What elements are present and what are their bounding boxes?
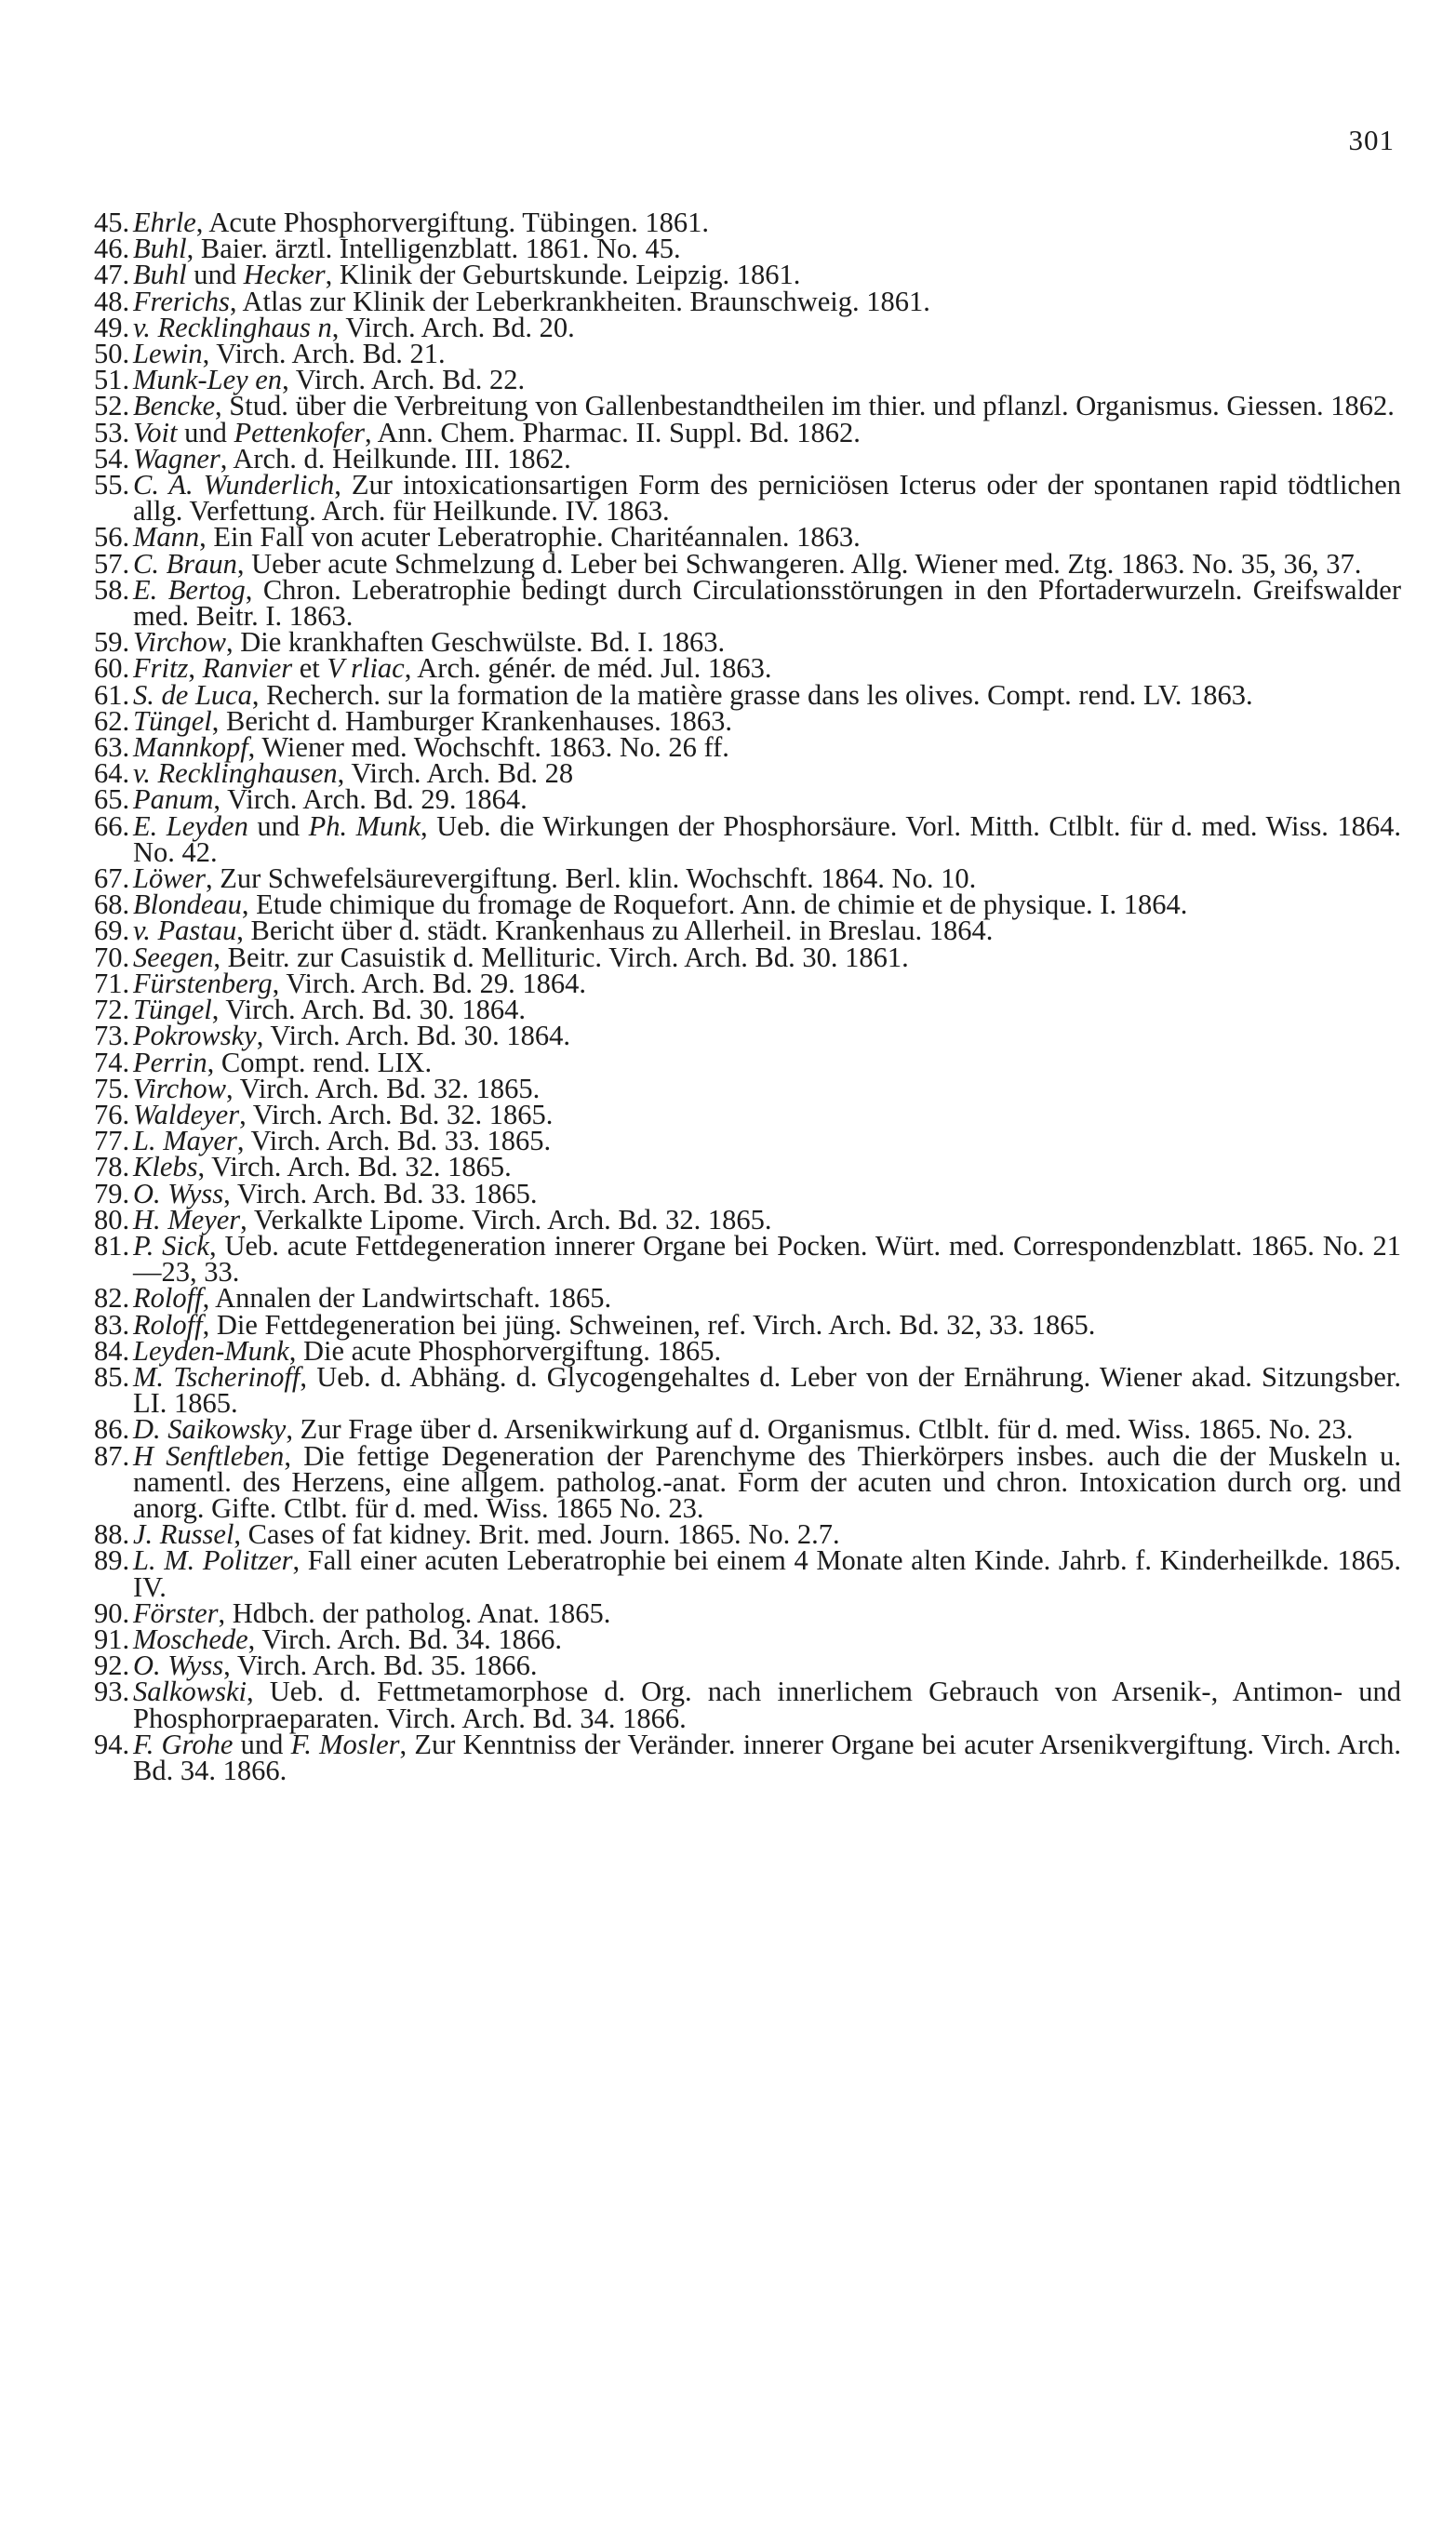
author-name: Pokrowsky [133, 1020, 257, 1052]
reference-number: 57. [94, 547, 130, 580]
reference-entry [94, 1676, 1401, 1734]
reference-number: 91. [94, 1623, 130, 1655]
reference-entry [94, 678, 1401, 711]
citation-text: , Beitr. zur Casuistik d. Mellituric. Virch. Arch. Bd. 30. 1861. [213, 941, 909, 973]
author-name: Virchow [133, 1072, 226, 1104]
reference-text [133, 207, 1401, 238]
reference-number: 88. [94, 1518, 130, 1551]
reference-text [133, 1676, 1401, 1734]
reference-entry [94, 1125, 1401, 1157]
reference-number: 75. [94, 1072, 130, 1104]
reference-text [133, 1518, 1401, 1551]
author-name: Seegen [133, 941, 214, 973]
reference-text [133, 888, 1401, 921]
author-name: Hecker [243, 259, 326, 291]
reference-text [133, 1596, 1401, 1629]
reference-number: 73. [94, 1020, 130, 1052]
author-name: E. Leyden [133, 809, 248, 842]
reference-entry [94, 941, 1401, 973]
reference-entry [94, 626, 1401, 659]
reference-number: 90. [94, 1596, 130, 1629]
reference-number: 59. [94, 626, 130, 659]
reference-number: 68. [94, 888, 130, 921]
author-name: Fürstenberg [133, 967, 273, 999]
reference-entry [94, 1098, 1401, 1130]
reference-entry [94, 1623, 1401, 1655]
reference-number: 49. [94, 311, 130, 343]
citation-text: , [188, 652, 203, 685]
author-name: C. Braun [133, 547, 237, 580]
reference-number: 58. [94, 573, 130, 606]
reference-text [133, 311, 1401, 343]
reference-entry [94, 1360, 1402, 1420]
reference-text [133, 1413, 1401, 1446]
reference-entry [94, 416, 1401, 448]
reference-text [133, 967, 1401, 999]
citation-text: , Hdbch. der patholog. Anat. 1865. [218, 1596, 611, 1629]
reference-text [133, 1282, 1401, 1315]
author-name: V rliac [327, 652, 405, 685]
reference-number: 52. [94, 390, 130, 422]
reference-entry [94, 1020, 1401, 1052]
reference-entry [94, 809, 1401, 868]
author-name: Moschede [133, 1623, 248, 1655]
reference-text [133, 1151, 1401, 1183]
citation-text: , Virch. Arch. Bd. 33. 1865. [236, 1125, 552, 1157]
reference-text [133, 1728, 1402, 1786]
reference-text [133, 1650, 1401, 1682]
reference-number: 48. [94, 285, 130, 317]
author-name: Virchow [133, 626, 226, 659]
reference-number: 62. [94, 704, 130, 737]
reference-list [94, 207, 1402, 1786]
citation-text: , Chron. Leberatrophie bedingt durch Circulationsstörungen in den Pfortaderwurzeln. Greifswalder med. Beitr. I. 1863. [133, 573, 1401, 633]
citation-text: , Virch. Arch. Bd. 33. 1865. [223, 1177, 538, 1209]
reference-text [133, 416, 1401, 448]
reference-entry [94, 652, 1401, 685]
reference-entry [94, 1308, 1401, 1341]
reference-number: 81. [94, 1229, 130, 1262]
author-name: M. Tscherinoff [133, 1360, 301, 1393]
reference-number: 80. [94, 1203, 130, 1236]
reference-number: 54. [94, 442, 130, 474]
reference-text [133, 338, 1401, 370]
citation-text: , Virch. Arch. Bd. 32. 1865. [197, 1151, 512, 1183]
citation-text: , Bericht d. Hamburger Krankenhauses. 1863. [211, 704, 733, 737]
author-name: L. Mayer [133, 1125, 237, 1157]
reference-text [133, 1439, 1401, 1524]
reference-text [133, 1360, 1402, 1420]
reference-number: 67. [94, 862, 130, 895]
reference-entry [94, 285, 1401, 317]
citation-text: , Virch. Arch. Bd. 28 [337, 757, 574, 790]
author-name: Ranvier [202, 652, 293, 685]
citation-text: , Arch. d. Heilkunde. III. 1862. [220, 442, 571, 474]
reference-entry [94, 915, 1401, 947]
citation-text: , Ueb. d. Fettmetamorphose d. Org. nach innerlichem Gebrauch von Arsenik-, Antimon- und Phosphorpraeparaten. Virch. Arch. Bd. 34. 1866. [133, 1676, 1401, 1734]
reference-number: 93. [94, 1676, 130, 1708]
reference-entry [94, 862, 1401, 895]
author-name: E. Bertog [133, 573, 246, 606]
reference-number: 83. [94, 1308, 130, 1341]
citation-text: , Virch. Arch. Bd. 22. [282, 364, 526, 396]
citation-text: , Acute Phosphorvergiftung. Tübingen. 1861. [195, 207, 709, 238]
reference-number: 56. [94, 521, 130, 554]
author-name: v. Recklinghausen [133, 757, 338, 790]
reference-number: 74. [94, 1046, 130, 1078]
citation-text: , Atlas zur Klinik der Leberkrankheiten. Braunschweig. 1861. [229, 285, 930, 317]
page-number: 301 [1348, 124, 1395, 156]
reference-text [133, 1229, 1401, 1289]
reference-entry [94, 1413, 1401, 1446]
author-name: Buhl [133, 259, 187, 291]
reference-number: 64. [94, 757, 130, 790]
citation-text: , Verkalkte Lipome. Virch. Arch. Bd. 32. 1865. [240, 1203, 772, 1236]
author-name: Förster [133, 1596, 219, 1629]
citation-text: , Arch. génér. de méd. Jul. 1863. [404, 652, 772, 685]
reference-text [133, 1046, 1401, 1078]
reference-number: 71. [94, 967, 130, 999]
reference-number: 61. [94, 678, 130, 711]
citation-text: , Baier. ärztl. Intelligenzblatt. 1861. No. 45. [186, 233, 681, 265]
author-name: Salkowski [133, 1676, 247, 1708]
author-name: H Senftleben [133, 1439, 285, 1472]
reference-entry [94, 704, 1401, 737]
citation-text: , Klinik der Geburtskunde. Leipzig. 1861. [325, 259, 801, 291]
reference-number: 87. [94, 1439, 130, 1472]
reference-entry [94, 364, 1401, 396]
reference-text [133, 1072, 1401, 1104]
reference-entry [94, 1518, 1401, 1551]
reference-entry [94, 1151, 1401, 1183]
reference-text [133, 259, 1401, 291]
reference-entry [94, 1544, 1402, 1603]
citation-text: , Virch. Arch. Bd. 29. 1864. [213, 783, 528, 816]
author-name: Ph. Munk [308, 809, 421, 842]
author-name: Löwer [133, 862, 206, 895]
citation-text: , Virch. Arch. Bd. 34. 1866. [247, 1623, 562, 1655]
reference-entry [94, 469, 1401, 528]
reference-text [133, 757, 1401, 790]
reference-number: 94. [94, 1728, 130, 1760]
citation-text: , Virch. Arch. Bd. 20. [331, 311, 575, 343]
author-name: Frerichs [133, 285, 230, 317]
reference-text [133, 1308, 1401, 1341]
reference-entry [94, 994, 1401, 1026]
reference-text [133, 547, 1401, 580]
reference-text [133, 1623, 1401, 1655]
reference-text [133, 915, 1401, 947]
citation-text: , Recherch. sur la formation de la matière grasse dans les olives. Compt. rend. LV. 1863. [251, 678, 1253, 711]
reference-text [133, 1098, 1401, 1130]
citation-text: et [292, 652, 327, 685]
reference-text [133, 1544, 1402, 1603]
author-name: Fritz [133, 652, 189, 685]
reference-entry [94, 521, 1401, 554]
reference-text [133, 1334, 1401, 1367]
author-name: v. Pastau [133, 915, 237, 947]
citation-text: , Ann. Chem. Pharmac. II. Suppl. Bd. 1862. [365, 416, 861, 448]
reference-number: 65. [94, 783, 130, 816]
citation-text: und [186, 259, 244, 291]
author-name: F. Grohe [133, 1728, 234, 1760]
author-name: Buhl [133, 233, 187, 265]
citation-text: , Virch. Arch. Bd. 29. 1864. [272, 967, 586, 999]
citation-text: , Zur Schwefelsäurevergiftung. Berl. klin. Wochschft. 1864. No. 10. [205, 862, 977, 895]
author-name: Voit [133, 416, 178, 448]
reference-number: 77. [94, 1125, 130, 1157]
reference-text [133, 652, 1401, 685]
reference-text [133, 1203, 1401, 1236]
reference-entry [94, 1177, 1401, 1209]
author-name: Perrin [133, 1046, 207, 1078]
reference-number: 45. [94, 207, 130, 238]
citation-text: , Virch. Arch. Bd. 30. 1864. [256, 1020, 571, 1052]
citation-text: und [233, 1728, 291, 1760]
author-name: Roloff [133, 1308, 203, 1341]
reference-entry [94, 311, 1401, 343]
reference-entry [94, 207, 1401, 238]
reference-number: 89. [94, 1544, 130, 1577]
citation-text: , Virch. Arch. Bd. 21. [202, 338, 446, 370]
author-name: Tüngel [133, 704, 212, 737]
reference-entry [94, 967, 1401, 999]
reference-entry [94, 1334, 1401, 1367]
reference-number: 66. [94, 809, 130, 842]
citation-text: , Zur Frage über d. Arsenikwirkung auf d. Organismus. Ctlblt. für d. med. Wiss. 1865. No. 23. [286, 1413, 1354, 1446]
reference-number: 72. [94, 994, 130, 1026]
reference-text [133, 1125, 1401, 1157]
reference-text [133, 390, 1401, 422]
author-name: O. Wyss [133, 1177, 224, 1209]
reference-number: 51. [94, 364, 130, 396]
citation-text: , Fall einer acuten Leberatrophie bei einem 4 Monate alten Kinde. Jahrb. f. Kinderheilkde. 1865. IV. [133, 1544, 1402, 1603]
reference-entry [94, 1072, 1401, 1104]
reference-entry [94, 1203, 1401, 1236]
citation-text: , Cases of fat kidney. Brit. med. Journ. 1865. No. 2.7. [234, 1518, 840, 1551]
reference-text [133, 862, 1401, 895]
author-name: Wagner [133, 442, 220, 474]
reference-entry [94, 1650, 1401, 1682]
reference-text [133, 809, 1401, 868]
reference-number: 55. [94, 469, 130, 501]
citation-text: , Stud. über die Verbreitung von Gallenbestandtheilen im thier. und pflanzl. Organismus. Giessen. 1862. [215, 390, 1395, 422]
reference-entry [94, 547, 1401, 580]
author-name: F. Mosler [290, 1728, 400, 1760]
reference-number: 85. [94, 1360, 130, 1393]
reference-number: 82. [94, 1282, 130, 1315]
author-name: Roloff [133, 1282, 203, 1315]
citation-text: , Ueb. die Wirkungen der Phosphorsäure. Vorl. Mitth. Ctlblt. für d. med. Wiss. 1864. No. 42. [133, 809, 1401, 868]
author-name: S. de Luca [133, 678, 252, 711]
reference-text [133, 364, 1401, 396]
author-name: J. Russel [133, 1518, 234, 1551]
reference-number: 53. [94, 416, 130, 448]
author-name: C. A. Wunderlich [133, 469, 335, 501]
reference-text [133, 442, 1401, 474]
citation-text: und [177, 416, 234, 448]
author-name: Klebs [133, 1151, 198, 1183]
citation-text: , Bericht über d. städt. Krankenhaus zu Allerheil. in Breslau. 1864. [236, 915, 994, 947]
author-name: Mannkopf [133, 731, 248, 764]
reference-number: 76. [94, 1098, 130, 1130]
author-name: Mann [133, 521, 200, 554]
reference-number: 60. [94, 652, 130, 685]
reference-entry [94, 338, 1401, 370]
reference-text [133, 626, 1401, 659]
citation-text: , Wiener med. Wochschft. 1863. No. 26 ff. [247, 731, 729, 764]
citation-text: , Die fettige Degeneration der Parenchyme des Thierkörpers insbes. auch die der Muskeln u. namentl. des Herzens, eine allgem. patholog.-anat. Form der acuten und chron. Intoxication durch org. und anorg. Gifte. Ctlbt. für d. med. Wiss. 1865 No. 23. [133, 1439, 1401, 1524]
reference-text [133, 941, 1401, 973]
reference-text [133, 994, 1401, 1026]
reference-number: 92. [94, 1650, 130, 1682]
author-name: Lewin [133, 338, 203, 370]
reference-text [133, 1177, 1401, 1209]
citation-text: , Virch. Arch. Bd. 32. 1865. [239, 1098, 554, 1130]
reference-entry [94, 233, 1401, 265]
author-name: O. Wyss [133, 1650, 224, 1682]
reference-entry [94, 1229, 1401, 1289]
citation-text: , Virch. Arch. Bd. 32. 1865. [225, 1072, 541, 1104]
reference-text [133, 469, 1401, 528]
reference-number: 86. [94, 1413, 130, 1446]
reference-entry [94, 731, 1401, 764]
citation-text: , Die Fettdegeneration bei jüng. Schweinen, ref. Virch. Arch. Bd. 32, 33. 1865. [202, 1308, 1096, 1341]
citation-text: , Zur intoxicationsartigen Form des perniciösen Icterus oder der spontanen rapid tödtlichen allg. Verfettung. Arch. für Heilkunde. IV. 1863. [133, 469, 1401, 528]
reference-entry [94, 888, 1401, 921]
reference-text [133, 233, 1401, 265]
citation-text: , Compt. rend. LIX. [207, 1046, 433, 1078]
reference-entry [94, 442, 1401, 474]
reference-text [133, 783, 1401, 816]
reference-number: 79. [94, 1177, 130, 1209]
reference-entry [94, 573, 1401, 633]
citation-text: , Virch. Arch. Bd. 30. 1864. [211, 994, 527, 1026]
reference-number: 84. [94, 1334, 130, 1367]
author-name: Bencke [133, 390, 216, 422]
reference-number: 46. [94, 233, 130, 265]
author-name: D. Saikowsky [133, 1413, 287, 1446]
reference-number: 63. [94, 731, 130, 764]
author-name: Leyden-Munk [133, 1334, 289, 1367]
citation-text: , Ueb. acute Fettdegeneration innerer Organe bei Pocken. Würt. med. Correspondenzblatt. 1865. No. 21—23, 33. [133, 1229, 1401, 1289]
author-name: Pettenkofer [234, 416, 366, 448]
reference-text [133, 678, 1401, 711]
reference-number: 78. [94, 1151, 130, 1183]
reference-entry [94, 1439, 1401, 1524]
reference-text [133, 521, 1401, 554]
citation-text: , Ueber acute Schmelzung d. Leber bei Schwangeren. Allg. Wiener med. Ztg. 1863. No. 35, 36, 37. [236, 547, 1362, 580]
reference-entry [94, 390, 1401, 422]
reference-number: 69. [94, 915, 130, 947]
citation-text: , Ueb. d. Abhäng. d. Glycogengehaltes d. Leber von der Ernährung. Wiener akad. Sitzungsber. LI. 1865. [133, 1360, 1402, 1420]
author-name: Waldeyer [133, 1098, 240, 1130]
reference-text [133, 285, 1401, 317]
reference-entry [94, 259, 1401, 291]
reference-entry [94, 757, 1401, 790]
author-name: H. Meyer [133, 1203, 241, 1236]
reference-number: 50. [94, 338, 130, 370]
citation-text: , Die acute Phosphorvergiftung. 1865. [288, 1334, 722, 1367]
reference-entry [94, 1728, 1402, 1786]
author-name: Tüngel [133, 994, 212, 1026]
reference-text [133, 573, 1401, 633]
author-name: v. Recklinghaus n [133, 311, 332, 343]
reference-entry [94, 1596, 1401, 1629]
reference-entry [94, 783, 1401, 816]
author-name: Blondeau [133, 888, 242, 921]
reference-entry [94, 1282, 1401, 1315]
author-name: P. Sick [133, 1229, 209, 1262]
citation-text: , Virch. Arch. Bd. 35. 1866. [223, 1650, 538, 1682]
reference-text [133, 704, 1401, 737]
reference-text [133, 731, 1401, 764]
citation-text: und [247, 809, 309, 842]
reference-number: 47. [94, 259, 130, 291]
reference-number: 70. [94, 941, 130, 973]
author-name: Ehrle [133, 207, 196, 238]
reference-text [133, 1020, 1401, 1052]
citation-text: , Die krankhaften Geschwülste. Bd. I. 1863. [225, 626, 726, 659]
reference-entry [94, 1046, 1401, 1078]
author-name: Panum [133, 783, 214, 816]
author-name: Munk-Ley en [133, 364, 283, 396]
author-name: L. M. Politzer [133, 1544, 293, 1577]
citation-text: , Etude chimique du fromage de Roquefort. Ann. de chimie et de physique. I. 1864. [241, 888, 1188, 921]
citation-text: , Annalen der Landwirtschaft. 1865. [202, 1282, 612, 1315]
citation-text: , Zur Kenntniss der Veränder. innerer Organe bei acuter Arsenikvergiftung. Virch. Arch. Bd. 34. 1866. [133, 1728, 1402, 1786]
citation-text: , Ein Fall von acuter Leberatrophie. Charitéannalen. 1863. [199, 521, 861, 554]
